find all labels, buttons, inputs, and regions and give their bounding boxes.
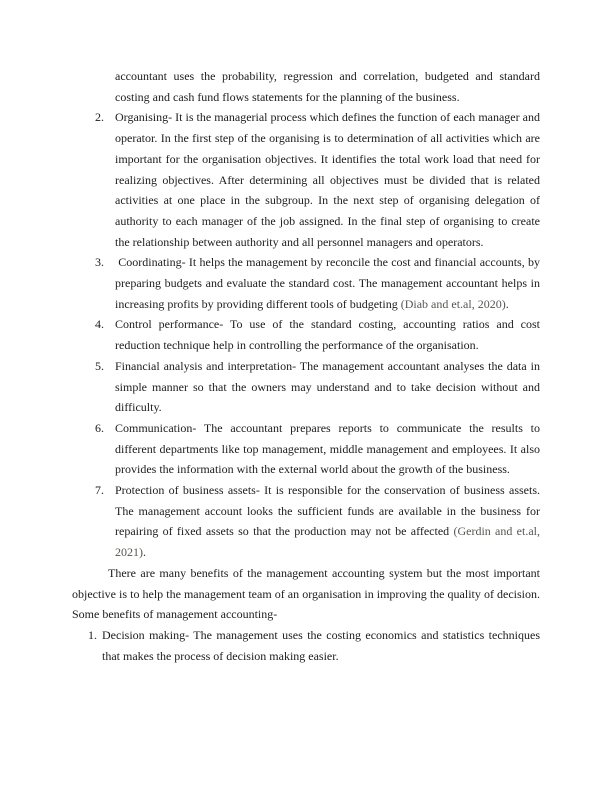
list-item-text — [115, 480, 540, 563]
list-number: 6. — [95, 420, 104, 435]
text-run: Protection of business assets- It is responsible for the conservation of business assets. The management account looks the sufficient funds are available in the business for repairing of fixed assets so that the production may not be affected — [115, 483, 540, 539]
list-item — [72, 107, 540, 252]
text-run: Organising- It is the managerial process which defines the function of each manager and operator. In the first step of the organising is to determination of all activities which are important for the organisation objectives. It identifies the total work load that need for realizing objectives. After determining all objectives must be divided that is related activities at one place in the subgroup. In the next step of organising delegation of authority to each manager of the job assigned. In the final step of organising to create the relationship between authority and all personnel managers and operators. — [115, 110, 540, 249]
citation: (Diab and et.al, 2020) — [400, 296, 506, 311]
citation: (Gerdin and et.al, 2021) — [115, 524, 540, 560]
list-number: 7. — [95, 483, 104, 498]
list-item-text — [115, 107, 540, 252]
list-item-text — [102, 625, 540, 666]
list-number: 2. — [95, 110, 104, 125]
list-item-text — [115, 418, 540, 480]
list-item — [72, 356, 540, 418]
list-item — [72, 625, 540, 666]
body-paragraph — [72, 563, 540, 625]
text-run: Control performance- To use of the standard costing, accounting ratios and cost reduction technique help in controlling the performance of the organisation. — [115, 317, 540, 353]
list-item-text — [115, 356, 540, 418]
paragraph-continuation — [115, 66, 540, 107]
list-item — [72, 418, 540, 480]
list-number: 3. — [95, 255, 104, 270]
list-number: 1. — [88, 627, 97, 642]
list-item — [72, 314, 540, 355]
list-number: 4. — [95, 317, 104, 332]
list-item — [72, 480, 540, 563]
text-run: Decision making- The management uses the costing economics and statistics techniques that makes the process of decision making easier. — [102, 627, 540, 663]
text-run: There are many benefits of the management accounting system but the most important objective is to help the management team of an organisation in improving the quality of decision. Some benefits of management accounting- — [72, 565, 540, 622]
text-run: . — [143, 545, 146, 560]
text-run: Financial analysis and interpretation- The management accountant analyses the data in simple manner so that the owners may understand and to take decision without and difficulty. — [115, 358, 540, 415]
list-item — [72, 252, 540, 314]
list-number: 5. — [95, 358, 104, 373]
text-run: accountant uses the probability, regression and correlation, budgeted and standard costing and cash fund flows statements for the planning of the business. — [115, 69, 540, 104]
text-run: Coordinating- It helps the management by reconcile the cost and financial accounts, by preparing budgets and evaluate the standard cost. The management accountant helps in increasing profits by providing different tools of budgeting — [115, 255, 540, 311]
list-item-text — [115, 252, 540, 314]
text-run: Communication- The accountant prepares reports to communicate the results to different departments like top management, middle management and employees. It also provides the information with the external world about the growth of the business. — [115, 420, 540, 477]
list-item-text — [115, 314, 540, 355]
text-run: . — [505, 296, 509, 311]
